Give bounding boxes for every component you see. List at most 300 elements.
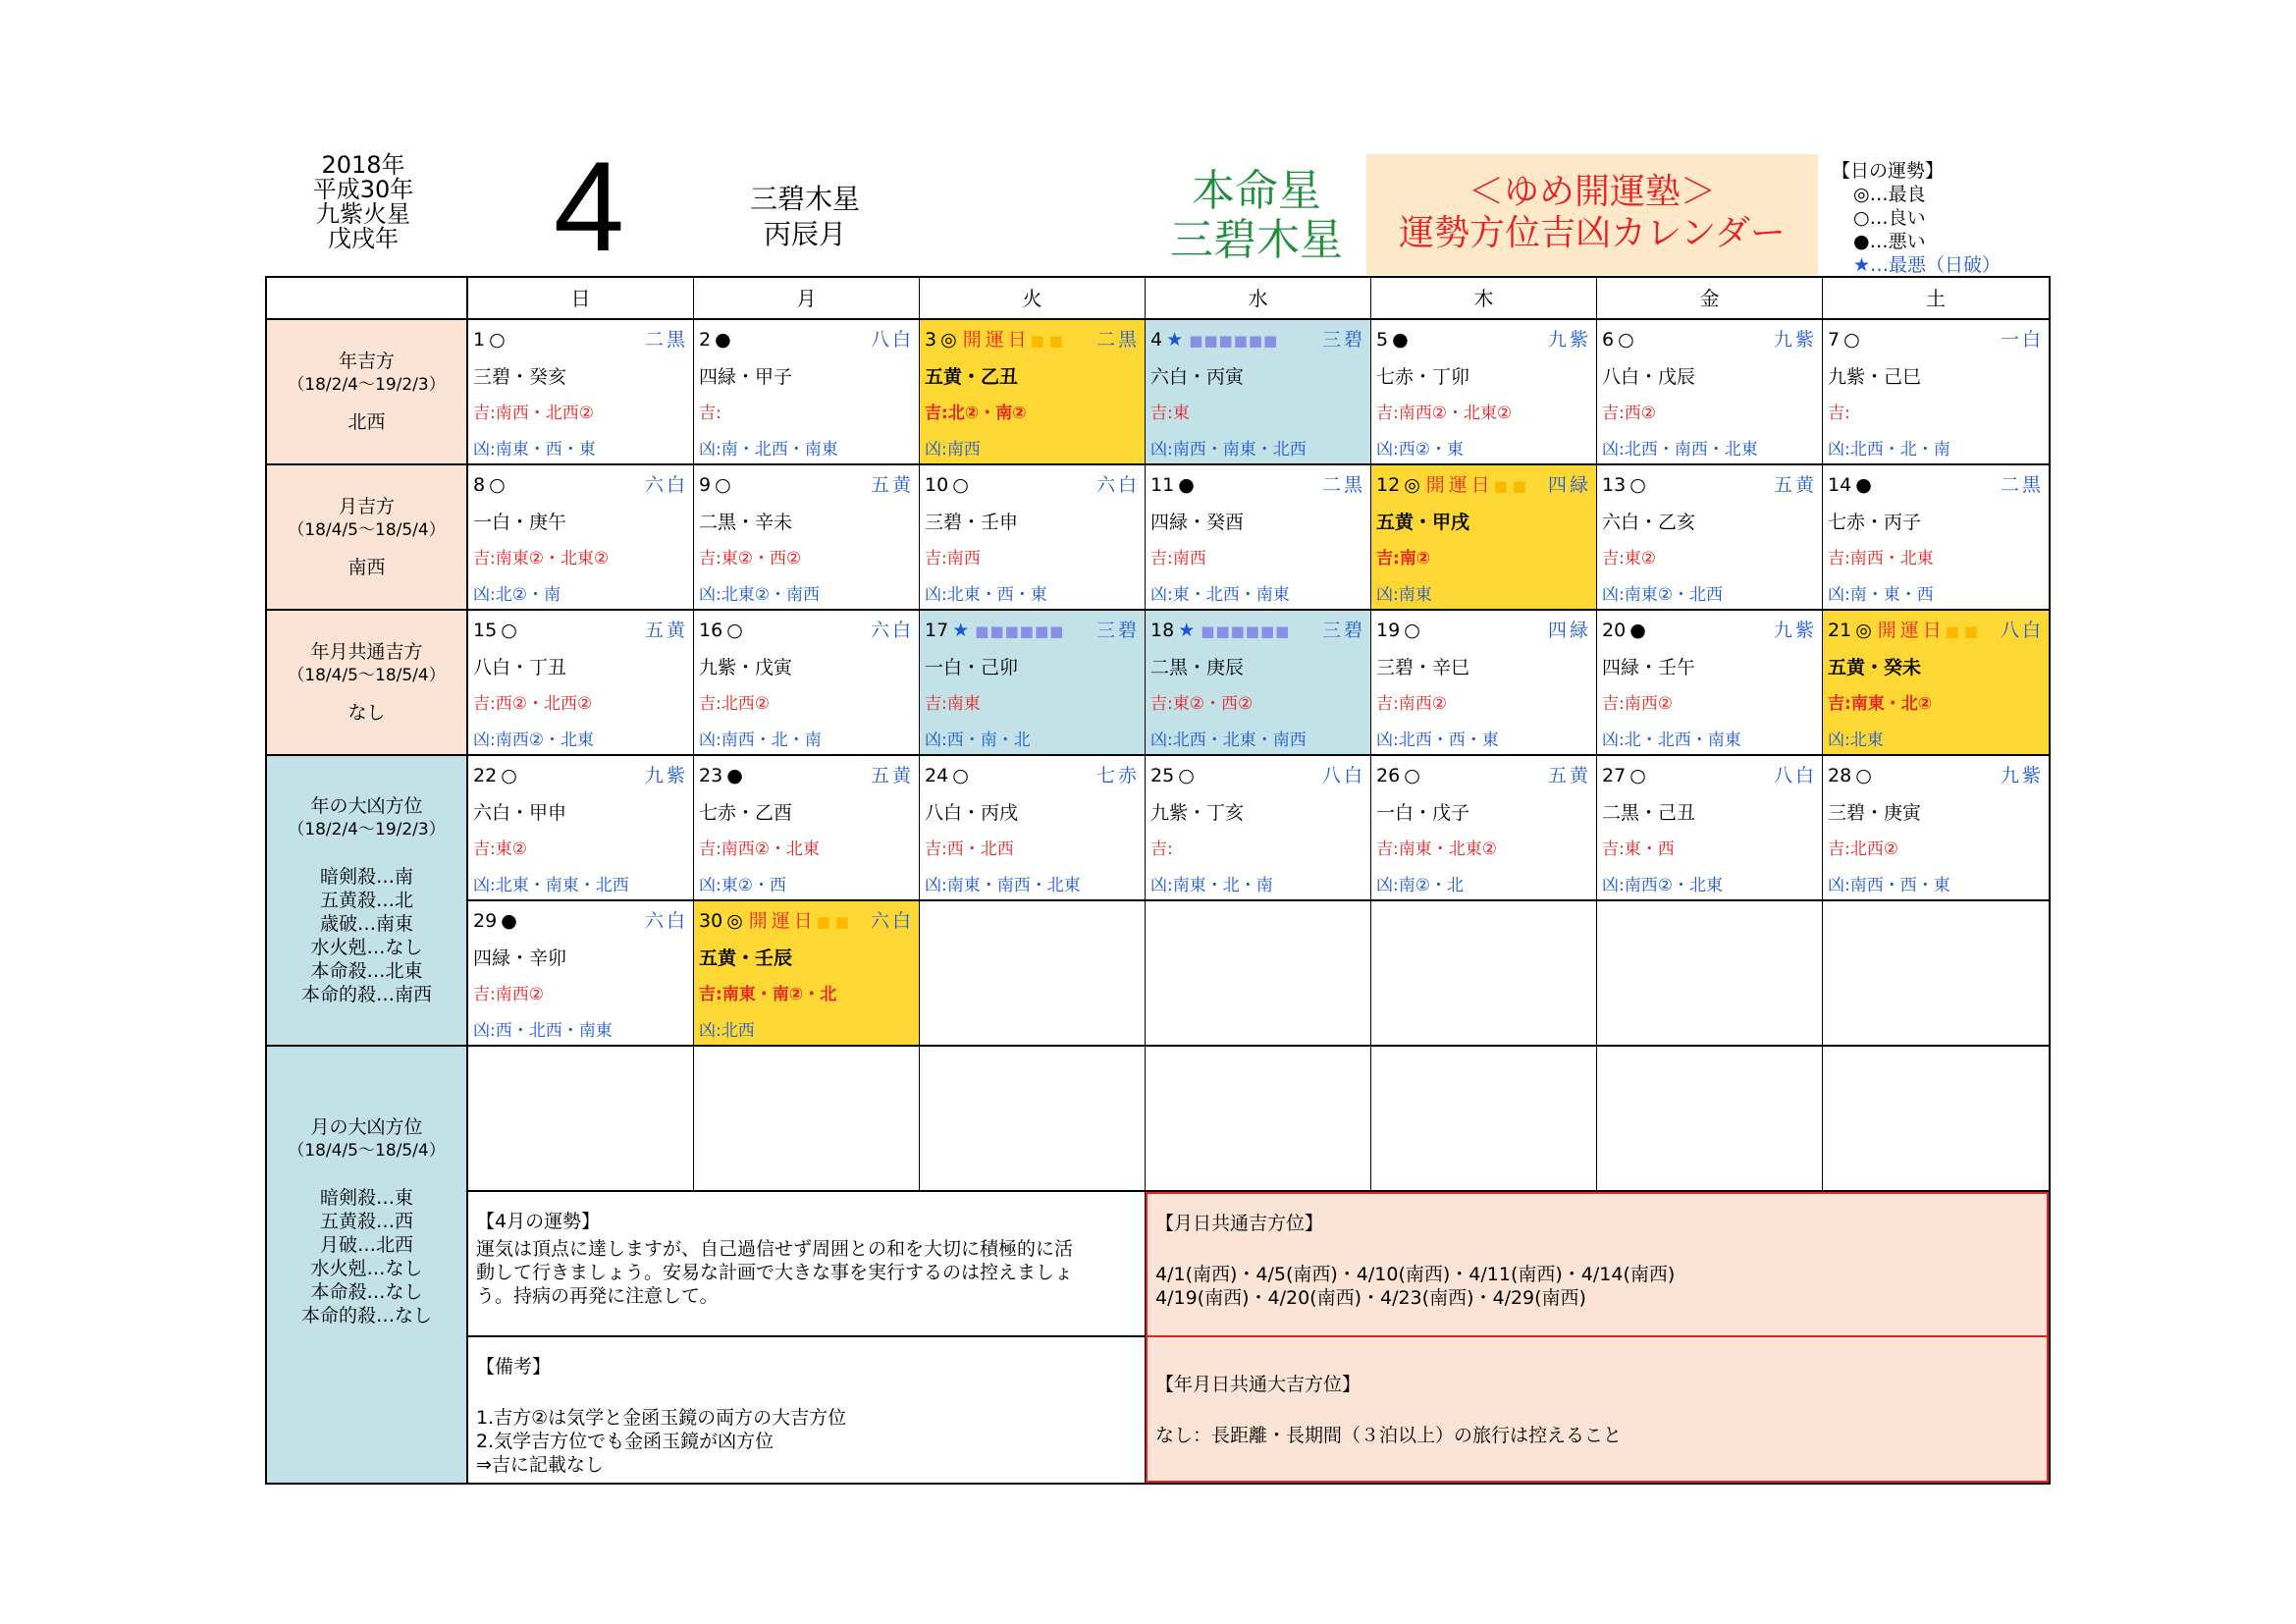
label-line: 北西 xyxy=(347,411,386,433)
label-line: 暗剣殺…東 xyxy=(319,1187,413,1209)
unlucky-directions: 凶:南東・西・東 xyxy=(473,440,596,460)
unlucky-directions: 凶:北西・北東・南西 xyxy=(1150,731,1307,750)
lucky-directions: 吉:南東②・北東② xyxy=(473,549,610,568)
day-cell xyxy=(694,611,920,756)
lucky-directions: 吉: xyxy=(699,404,721,423)
day-number: 24 xyxy=(925,765,949,786)
day-header xyxy=(1828,472,2044,498)
worst-day-decoration: ■■■■■■ xyxy=(1189,332,1279,350)
fortune-mark: ○ xyxy=(726,620,743,641)
day-number: 10 xyxy=(925,474,949,496)
empty-cell xyxy=(920,901,1146,1047)
fortune-mark: ○ xyxy=(501,765,517,786)
day-header xyxy=(1150,472,1365,498)
day-zodiac: 八白・丁丑 xyxy=(473,657,567,678)
day-zodiac: 一白・戊子 xyxy=(1376,802,1470,824)
day-number: 28 xyxy=(1828,765,1852,786)
day-zodiac: 四緑・甲子 xyxy=(699,366,793,388)
lucky-directions: 吉:東・西 xyxy=(1602,839,1675,859)
year-info xyxy=(294,153,432,251)
notes-line: ⇒吉に記載なし xyxy=(476,1454,604,1476)
day-number: 20 xyxy=(1602,620,1627,641)
unlucky-directions: 凶:北西・南西・北東 xyxy=(1602,440,1758,460)
month-day-common-title: 【月日共通吉方位】 xyxy=(1155,1213,1324,1234)
empty-cell xyxy=(1146,1047,1371,1192)
day-cell xyxy=(468,901,694,1047)
day-star: 五黄 xyxy=(1773,474,1817,496)
corner-cell xyxy=(267,278,468,320)
label-line: （18/2/4～19/2/3） xyxy=(288,375,446,395)
lucky-directions: 吉:南西②・北東 xyxy=(699,839,820,859)
day-number: 13 xyxy=(1602,474,1627,496)
title-line: 運勢方位吉凶カレンダー xyxy=(1399,213,1786,253)
unlucky-directions: 凶:北西・西・東 xyxy=(1376,731,1499,750)
lucky-directions: 吉:東② xyxy=(473,839,527,859)
day-header xyxy=(699,618,914,643)
day-number: 16 xyxy=(699,620,723,641)
month-star-line: 三碧木星 xyxy=(749,183,860,215)
lucky-directions: 吉:南西・北東 xyxy=(1828,549,1934,568)
lucky-directions: 吉:北西② xyxy=(1828,839,1898,859)
day-cell xyxy=(1371,320,1597,465)
fortune-mark: ○ xyxy=(489,474,506,496)
day-header xyxy=(1602,327,1817,352)
day-zodiac: 七赤・丁卯 xyxy=(1376,366,1470,388)
label-line: なし xyxy=(347,702,386,724)
day-star: 七赤 xyxy=(1095,765,1140,786)
unlucky-directions: 凶:南西・西・東 xyxy=(1828,876,1950,895)
empty-cell xyxy=(468,1047,694,1192)
lucky-directions: 吉:北西② xyxy=(699,694,770,714)
lucky-directions: 吉:南② xyxy=(1376,549,1431,568)
day-number: 18 xyxy=(1150,620,1175,641)
unlucky-directions: 凶:南東 xyxy=(1376,585,1432,605)
lucky-directions: 吉:南西 xyxy=(925,549,981,568)
unlucky-directions: 凶:北東 xyxy=(1828,731,1884,750)
lucky-directions: 吉:南東・北東② xyxy=(1376,839,1497,859)
day-zodiac: 六白・乙亥 xyxy=(1602,512,1696,533)
day-zodiac: 五黄・乙丑 xyxy=(925,366,1019,388)
fortune-mark: ○ xyxy=(501,620,517,641)
fortune-mark: ◎ xyxy=(1855,620,1872,641)
day-cell xyxy=(1371,465,1597,611)
day-cell xyxy=(1597,611,1823,756)
kaiun-day-label: 開運日 xyxy=(748,910,817,932)
fortune-mark: ○ xyxy=(1178,765,1195,786)
year-line: 九紫火星 xyxy=(316,200,410,228)
unlucky-directions: 凶:南西・北・南 xyxy=(699,731,822,750)
notes-title: 【備考】 xyxy=(476,1356,552,1378)
unlucky-directions: 凶:南西②・北東 xyxy=(1602,876,1723,895)
month-day-common-panel xyxy=(1146,1192,2049,1337)
notes-panel xyxy=(468,1337,1146,1483)
label-line: 月吉方 xyxy=(338,496,395,517)
lucky-directions: 吉:南東 xyxy=(925,694,981,714)
day-star: 三碧 xyxy=(1095,620,1140,641)
day-number: 7 xyxy=(1828,329,1841,351)
unlucky-directions: 凶:南西 xyxy=(925,440,981,460)
day-cell xyxy=(694,465,920,611)
legend-worst: ★…最悪（日破） xyxy=(1853,254,2002,276)
day-header xyxy=(1150,618,1365,643)
weekday-fri: 金 xyxy=(1597,278,1823,320)
unlucky-directions: 凶:北西 xyxy=(699,1021,755,1041)
unlucky-directions: 凶:北東・南東・北西 xyxy=(473,876,629,895)
day-star: 四緑 xyxy=(1547,620,1591,641)
common-lucky-label xyxy=(267,611,468,756)
day-cell xyxy=(1597,465,1823,611)
day-star: 九紫 xyxy=(1773,329,1817,351)
empty-cell xyxy=(694,1047,920,1192)
weekday-sat: 土 xyxy=(1823,278,2049,320)
fortune-mark: ● xyxy=(1178,474,1195,496)
legend-title: 【日の運勢】 xyxy=(1832,160,1945,182)
day-star: 九紫 xyxy=(2000,765,2044,786)
day-header xyxy=(1150,763,1365,788)
day-cell xyxy=(1146,465,1371,611)
day-star: 二黒 xyxy=(644,329,688,351)
unlucky-directions: 凶:南西②・北東 xyxy=(473,731,594,750)
fortune-mark: ○ xyxy=(952,765,969,786)
day-zodiac: 三碧・庚寅 xyxy=(1828,802,1922,824)
day-cell xyxy=(694,320,920,465)
day-zodiac: 二黒・庚辰 xyxy=(1150,657,1245,678)
day-zodiac: 二黒・己丑 xyxy=(1602,802,1696,824)
monthly-fortune-title: 【4月の運勢】 xyxy=(476,1211,601,1232)
empty-cell xyxy=(920,1047,1146,1192)
empty-cell xyxy=(1371,1047,1597,1192)
label-line: 年月共通吉方 xyxy=(310,641,423,663)
fortune-mark: ○ xyxy=(1618,329,1634,351)
day-header xyxy=(699,472,914,498)
fortune-mark: ○ xyxy=(1855,765,1872,786)
fortune-mark: ○ xyxy=(1404,620,1420,641)
honmei-line: 本命星 xyxy=(1192,166,1321,216)
unlucky-directions: 凶:西・南・北 xyxy=(925,731,1031,750)
unlucky-directions: 凶:東・北西・南東 xyxy=(1150,585,1290,605)
day-number: 5 xyxy=(1376,329,1389,351)
day-star: 八白 xyxy=(870,329,914,351)
month-number: 4 xyxy=(553,135,625,278)
worst-day-decoration: ■■■■■■ xyxy=(1201,623,1291,640)
day-header xyxy=(1828,618,2044,643)
day-zodiac: 五黄・壬辰 xyxy=(699,947,793,969)
monthly-fortune-line: 運気は頂点に達しますが、自己過信せず周囲との和を大切に積極的に活 xyxy=(476,1238,1074,1260)
day-zodiac: 九紫・戊寅 xyxy=(699,657,793,678)
day-header xyxy=(699,908,914,934)
day-number: 14 xyxy=(1828,474,1852,496)
day-cell xyxy=(1371,611,1597,756)
fortune-mark: ◎ xyxy=(726,910,743,932)
day-star: 八白 xyxy=(1773,765,1817,786)
year-lucky-label xyxy=(267,320,468,465)
empty-cell xyxy=(1823,1047,2049,1192)
weekday-thu: 木 xyxy=(1371,278,1597,320)
day-star: 五黄 xyxy=(870,765,914,786)
label-line: 五黄殺…西 xyxy=(319,1211,413,1232)
kaiun-decoration: ■ ■ xyxy=(1945,623,1978,640)
unlucky-directions: 凶:南東・南西・北東 xyxy=(925,876,1081,895)
day-cell xyxy=(920,611,1146,756)
lucky-directions: 吉:東②・西② xyxy=(699,549,802,568)
weekday-tue: 火 xyxy=(920,278,1146,320)
lucky-directions: 吉:西② xyxy=(1602,404,1656,423)
label-line: 南西 xyxy=(347,557,386,578)
day-header xyxy=(699,763,914,788)
lucky-directions: 吉:南西② xyxy=(473,985,544,1004)
day-cell xyxy=(694,756,920,901)
day-header xyxy=(1828,763,2044,788)
kaiun-decoration: ■ ■ xyxy=(1030,332,1063,350)
day-cell xyxy=(920,465,1146,611)
day-zodiac: 五黄・癸未 xyxy=(1828,657,1922,678)
day-header xyxy=(1376,618,1591,643)
day-header xyxy=(699,327,914,352)
day-header xyxy=(1376,327,1591,352)
day-zodiac: 四緑・癸酉 xyxy=(1150,512,1245,533)
lucky-directions: 吉: xyxy=(1828,404,1850,423)
day-zodiac: 三碧・辛巳 xyxy=(1376,657,1470,678)
notes-line: 2.気学吉方位でも金函玉鏡が凶方位 xyxy=(476,1431,774,1452)
day-star: 三碧 xyxy=(1321,620,1365,641)
day-star: 六白 xyxy=(1095,474,1140,496)
day-cell xyxy=(1371,756,1597,901)
day-zodiac: 六白・甲申 xyxy=(473,802,567,824)
fortune-legend xyxy=(1832,159,2028,277)
label-line: 暗剣殺…南 xyxy=(319,866,413,888)
lucky-directions: 吉:東② xyxy=(1602,549,1656,568)
lucky-directions: 吉:北②・南② xyxy=(925,404,1027,423)
day-number: 17 xyxy=(925,620,949,641)
year-month-day-common-panel xyxy=(1146,1337,2049,1483)
day-number: 30 xyxy=(699,910,723,932)
day-header xyxy=(1376,763,1591,788)
day-star: 九紫 xyxy=(644,765,688,786)
day-star: 六白 xyxy=(870,620,914,641)
month-lucky-label xyxy=(267,465,468,611)
legend-bad: ●…悪い xyxy=(1853,231,1926,252)
unlucky-directions: 凶:南・北西・南東 xyxy=(699,440,838,460)
kaiun-decoration: ■ ■ xyxy=(1493,477,1526,495)
label-line: 歳破…南東 xyxy=(319,913,413,935)
year-unlucky-label xyxy=(267,756,468,1047)
label-line: 年吉方 xyxy=(338,351,395,372)
label-line: 年の大凶方位 xyxy=(310,795,423,817)
day-cell xyxy=(468,611,694,756)
day-header xyxy=(925,327,1140,352)
day-zodiac: 七赤・乙酉 xyxy=(699,802,793,824)
honmei-line: 三碧木星 xyxy=(1170,215,1343,265)
fortune-mark: ★ xyxy=(1178,620,1196,641)
fortune-mark: ★ xyxy=(1166,329,1184,351)
unlucky-directions: 凶:北西・北・南 xyxy=(1828,440,1950,460)
day-star: 二黒 xyxy=(2000,474,2044,496)
day-header xyxy=(473,472,688,498)
worst-day-decoration: ■■■■■■ xyxy=(975,623,1065,640)
day-number: 15 xyxy=(473,620,498,641)
day-header xyxy=(1602,763,1817,788)
label-line: （18/2/4～19/2/3） xyxy=(288,820,446,839)
label-line: 五黄殺…北 xyxy=(319,890,413,911)
lucky-directions: 吉:東②・西② xyxy=(1150,694,1254,714)
legend-best: ◎…最良 xyxy=(1853,184,1926,205)
lucky-directions: 吉:西②・北西② xyxy=(473,694,593,714)
day-header xyxy=(1150,327,1365,352)
day-cell xyxy=(468,465,694,611)
month-star xyxy=(707,182,903,252)
kaiun-decoration: ■ ■ xyxy=(816,913,849,931)
label-line: 水火剋…なし xyxy=(310,937,423,958)
empty-cell xyxy=(1823,901,2049,1047)
lucky-directions: 吉:西・北西 xyxy=(925,839,1014,859)
calendar-title xyxy=(1366,154,1818,275)
fortune-mark: ○ xyxy=(1404,765,1420,786)
label-line: （18/4/5～18/5/4） xyxy=(288,666,446,685)
day-number: 11 xyxy=(1150,474,1175,496)
day-star: 六白 xyxy=(870,910,914,932)
weekday-mon: 月 xyxy=(694,278,920,320)
fortune-mark: ○ xyxy=(1629,765,1646,786)
day-number: 6 xyxy=(1602,329,1615,351)
label-line: 水火剋…なし xyxy=(310,1258,423,1279)
month-day-common-line: 4/19(南西)・4/20(南西)・4/23(南西)・4/29(南西) xyxy=(1155,1287,1586,1309)
empty-cell xyxy=(1371,901,1597,1047)
day-number: 27 xyxy=(1602,765,1627,786)
monthly-fortune-line: う。持病の再発に注意して。 xyxy=(476,1285,719,1307)
unlucky-directions: 凶:南東②・北西 xyxy=(1602,585,1723,605)
label-line: 月破…北西 xyxy=(319,1234,413,1256)
day-header xyxy=(925,472,1140,498)
lucky-directions: 吉:南西 xyxy=(1150,549,1206,568)
day-cell xyxy=(1146,756,1371,901)
label-line: （18/4/5～18/5/4） xyxy=(288,1141,446,1161)
day-header xyxy=(473,763,688,788)
day-cell xyxy=(1597,320,1823,465)
day-number: 4 xyxy=(1150,329,1163,351)
day-star: 三碧 xyxy=(1321,329,1365,351)
day-cell xyxy=(468,320,694,465)
day-zodiac: 九紫・丁亥 xyxy=(1150,802,1245,824)
day-number: 29 xyxy=(473,910,498,932)
day-number: 19 xyxy=(1376,620,1401,641)
legend-good: ○…良い xyxy=(1853,207,1926,229)
day-star: 五黄 xyxy=(1547,765,1591,786)
day-number: 9 xyxy=(699,474,712,496)
monthly-fortune-panel xyxy=(468,1192,1146,1337)
lucky-directions: 吉:南西② xyxy=(1602,694,1673,714)
fortune-mark: ◎ xyxy=(1404,474,1420,496)
empty-cell xyxy=(1146,901,1371,1047)
fortune-mark: ○ xyxy=(952,474,969,496)
month-day-common-line: 4/1(南西)・4/5(南西)・4/10(南西)・4/11(南西)・4/14(南西) xyxy=(1155,1264,1676,1285)
label-line: 月の大凶方位 xyxy=(310,1116,423,1138)
day-star: 二黒 xyxy=(1095,329,1140,351)
year-month-day-title: 【年月日共通大吉方位】 xyxy=(1155,1374,1362,1395)
month-star-line: 丙辰月 xyxy=(763,218,846,250)
year-line: 2018年 xyxy=(321,151,405,179)
kaiun-day-label: 開運日 xyxy=(1425,474,1494,496)
day-star: 九紫 xyxy=(1547,329,1591,351)
day-cell xyxy=(920,756,1146,901)
day-number: 25 xyxy=(1150,765,1175,786)
fortune-mark: ● xyxy=(1392,329,1409,351)
day-zodiac: 二黒・辛未 xyxy=(699,512,793,533)
weekday-sun: 日 xyxy=(468,278,694,320)
day-zodiac: 一白・庚午 xyxy=(473,512,567,533)
kaiun-day-label: 開運日 xyxy=(1877,620,1946,641)
day-cell xyxy=(694,901,920,1047)
day-zodiac: 四緑・壬午 xyxy=(1602,657,1696,678)
fortune-mark: ● xyxy=(1855,474,1872,496)
day-header xyxy=(1828,327,2044,352)
fortune-mark: ● xyxy=(1629,620,1646,641)
day-header xyxy=(473,908,688,934)
empty-cell xyxy=(1597,1047,1823,1192)
day-number: 3 xyxy=(925,329,937,351)
day-number: 12 xyxy=(1376,474,1401,496)
day-zodiac: 八白・丙戌 xyxy=(925,802,1019,824)
lucky-directions: 吉:東 xyxy=(1150,404,1190,423)
weekday-wed: 水 xyxy=(1146,278,1371,320)
day-header xyxy=(925,763,1140,788)
unlucky-directions: 凶:北・北西・南東 xyxy=(1602,731,1741,750)
year-line: 戊戌年 xyxy=(328,225,399,252)
day-number: 1 xyxy=(473,329,486,351)
day-star: 一白 xyxy=(2000,329,2044,351)
day-zodiac: 三碧・壬申 xyxy=(925,512,1019,533)
day-star: 六白 xyxy=(644,910,688,932)
day-number: 21 xyxy=(1828,620,1852,641)
lucky-directions: 吉:南西・北西② xyxy=(473,404,594,423)
unlucky-directions: 凶:南②・北 xyxy=(1376,876,1464,895)
day-star: 八白 xyxy=(1321,765,1365,786)
day-number: 2 xyxy=(699,329,712,351)
day-star: 五黄 xyxy=(870,474,914,496)
year-month-day-text: なし：長距離・長期間（３泊以上）の旅行は控えること xyxy=(1155,1425,1623,1446)
notes-line: 1.吉方②は気学と金函玉鏡の両方の大吉方位 xyxy=(476,1407,847,1429)
day-star: 四緑 xyxy=(1547,474,1591,496)
lucky-directions: 吉:南東・南②・北 xyxy=(699,985,837,1004)
day-cell xyxy=(1146,320,1371,465)
day-header xyxy=(473,327,688,352)
unlucky-directions: 凶:南東・北・南 xyxy=(1150,876,1273,895)
fortune-mark: ● xyxy=(715,329,731,351)
day-zodiac: 九紫・己巳 xyxy=(1828,366,1922,388)
unlucky-directions: 凶:南西・南東・北西 xyxy=(1150,440,1307,460)
day-zodiac: 五黄・甲戌 xyxy=(1376,512,1470,533)
day-header xyxy=(1376,472,1591,498)
fortune-mark: ★ xyxy=(952,620,970,641)
fortune-mark: ◎ xyxy=(940,329,957,351)
fortune-mark: ○ xyxy=(489,329,506,351)
unlucky-directions: 凶:東②・西 xyxy=(699,876,786,895)
label-line: 本命殺…北東 xyxy=(310,960,423,982)
label-line: 本命的殺…南西 xyxy=(300,984,432,1005)
title-line: ＜ゆめ開運塾＞ xyxy=(1468,172,1716,212)
month-unlucky-label xyxy=(267,1047,468,1483)
fortune-mark: ● xyxy=(501,910,517,932)
day-cell xyxy=(1823,611,2049,756)
honmei-star xyxy=(1158,167,1355,265)
day-zodiac: 八白・戊辰 xyxy=(1602,366,1696,388)
day-cell xyxy=(920,320,1146,465)
day-cell xyxy=(1823,465,2049,611)
empty-cell xyxy=(1597,901,1823,1047)
day-header xyxy=(925,618,1140,643)
day-zodiac: 七赤・丙子 xyxy=(1828,512,1922,533)
label-line: （18/4/5～18/5/4） xyxy=(288,520,446,540)
unlucky-directions: 凶:北②・南 xyxy=(473,585,561,605)
